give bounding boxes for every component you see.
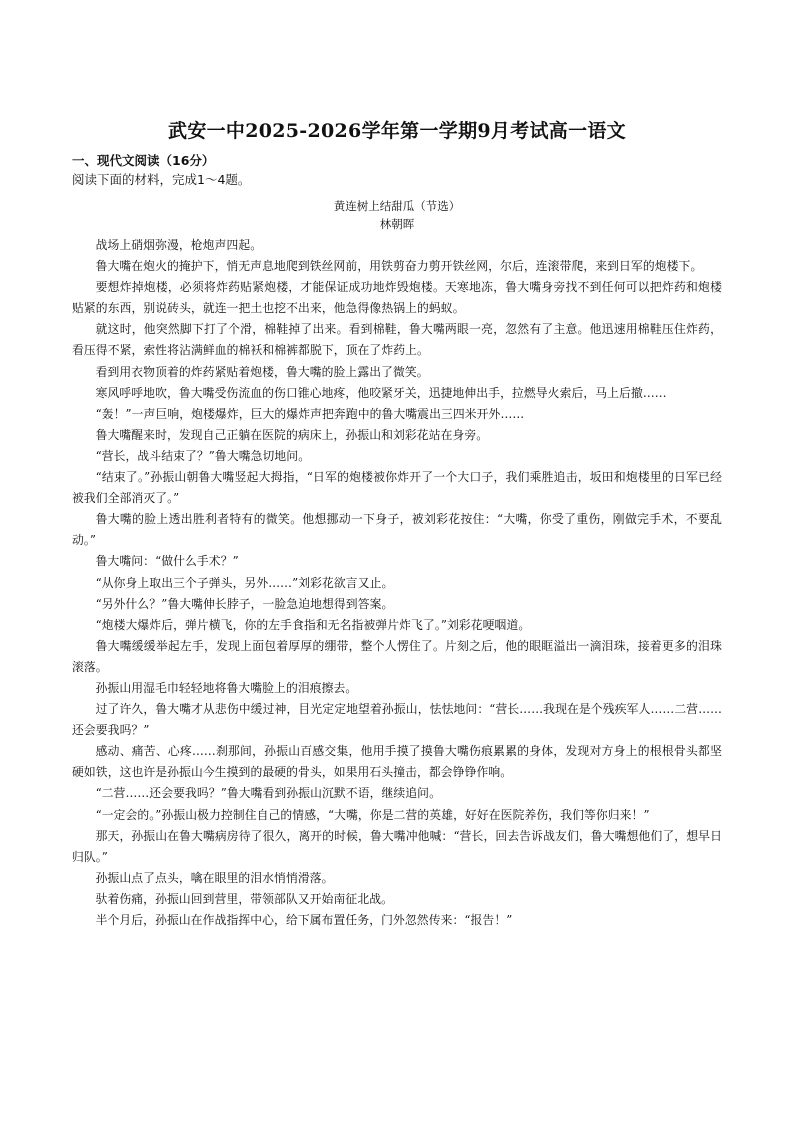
exam-page [72,118,722,931]
article-body [72,235,722,931]
article-paragraph: “营长，战斗结束了？”鲁大嘴急切地问。 [95,448,311,463]
article-paragraph: 半个月后，孙振山在作战指挥中心，给下属布置任务，门外忽然传来：“报告！” [95,913,513,927]
article-paragraph: 孙振山点了点头，噙在眼里的泪水悄悄滑落。 [95,870,334,885]
article-paragraph: 战场上硝烟弥漫，枪炮声四起。 [95,238,263,252]
article-paragraph: 鲁大嘴的脸上透出胜利者特有的微笑。他想挪动一下身子，被刘彩花按住：“大嘴，你受了重伤，刚做完手术，不要乱动。” [72,512,722,548]
article-paragraph: 就这时，他突然脚下打了个滑，棉鞋掉了出来。看到棉鞋，鲁大嘴两眼一亮，忽然有了主意。他迅速用棉鞋压住炸药，看压得不紧，索性将沾满鲜血的棉袄和棉裤都脱下，顶在了炸药上。 [72,322,722,358]
article-paragraph: “炮楼大爆炸后，弹片横飞，你的左手食指和无名指被弹片炸飞了。”刘彩花哽咽道。 [95,617,531,632]
article-paragraph: “一定会的。”孙振山极力控制住自己的情感，“大嘴，你是二营的英雄，好好在医院养伤，我们等你归来！” [95,807,650,822]
article-paragraph: 鲁大嘴在炮火的掩护下，悄无声息地爬到铁丝网前，用铁剪奋力剪开铁丝网，尔后，连滚带爬，来到日军的炮楼下。 [95,259,703,274]
article-paragraph: 驮着伤痛，孙振山回到营里，带领部队又开始南征北战。 [95,891,394,906]
article-paragraph: 要想炸掉炮楼，必须将炸药贴紧炮楼，才能保证成功地炸毁炮楼。天寒地冻，鲁大嘴身旁找不到任何可以把炸药和炮楼贴紧的东西，别说砖头，就连一把土也挖不出来，他急得像热锅上的蚂蚁。 [72,280,722,316]
article-title: 黄连树上结甜瓜（节选） [333,199,461,213]
article-paragraph: 鲁大嘴问：“做什么手术？” [95,554,239,569]
section-instruction: 阅读下面的材料，完成1～4题。 [72,172,251,187]
article-paragraph: 孙振山用湿毛巾轻轻地将鲁大嘴脸上的泪痕擦去。 [95,680,358,695]
article-author: 林朝晖 [379,217,415,231]
exam-title: 武安一中2025-2026学年第一学期9月考试高一语文 [168,120,626,142]
article-paragraph: “从你身上取出三个子弹头，另外……”刘彩花欲言又止。 [95,575,394,590]
article-paragraph: 看到用衣物顶着的炸药紧贴着炮楼，鲁大嘴的脸上露出了微笑。 [95,364,429,379]
article-paragraph: 鲁大嘴醒来时，发现自己正躺在医院的病床上，孙振山和刘彩花站在身旁。 [95,427,489,442]
article-paragraph: 鲁大嘴缓缓举起左手，发现上面包着厚厚的绷带，整个人愣住了。片刻之后，他的眼眶溢出一滴泪珠，接着更多的泪珠滚落。 [72,638,722,674]
article-paragraph: “结束了。”孙振山朝鲁大嘴竖起大拇指，“日军的炮楼被你炸开了一个大口子，我们乘胜追击，坂田和炮楼里的日军已经被我们全部消灭了。” [72,470,722,506]
article-paragraph: 过了许久，鲁大嘴才从悲伤中缓过神，目光定定地望着孙振山，怯怯地问：“营长……我现在是个残疾军人……二营……还会要我吗？” [72,702,722,738]
article-paragraph: “轰！”一声巨响，炮楼爆炸，巨大的爆炸声把奔跑中的鲁大嘴震出三四米开外…… [95,406,525,421]
section-heading: 一、现代文阅读（16分） [72,153,215,168]
article-paragraph: 寒风呼呼地吹，鲁大嘴受伤流血的伤口锥心地疼，他咬紧牙关，迅捷地伸出手，拉燃导火索后，马上后撤…… [95,385,667,400]
article-paragraph: 那天，孙振山在鲁大嘴病房待了很久，离开的时候，鲁大嘴冲他喊：“营长，回去告诉战友们，鲁大嘴想他们了，想早日归队。” [72,828,722,864]
article-paragraph: “另外什么？”鲁大嘴伸长脖子，一脸急迫地想得到答案。 [95,596,394,611]
article-paragraph: 感动、痛苦、心疼……刹那间，孙振山百感交集，他用手摸了摸鲁大嘴伤痕累累的身体，发现对方身上的根根骨头都坚硬如铁，这也许是孙振山今生摸到的最硬的骨头，如果用石头撞击，都会铮铮作响。 [72,744,722,780]
article-paragraph: “二营……还会要我吗？”鲁大嘴看到孙振山沉默不语，继续追问。 [95,786,441,801]
